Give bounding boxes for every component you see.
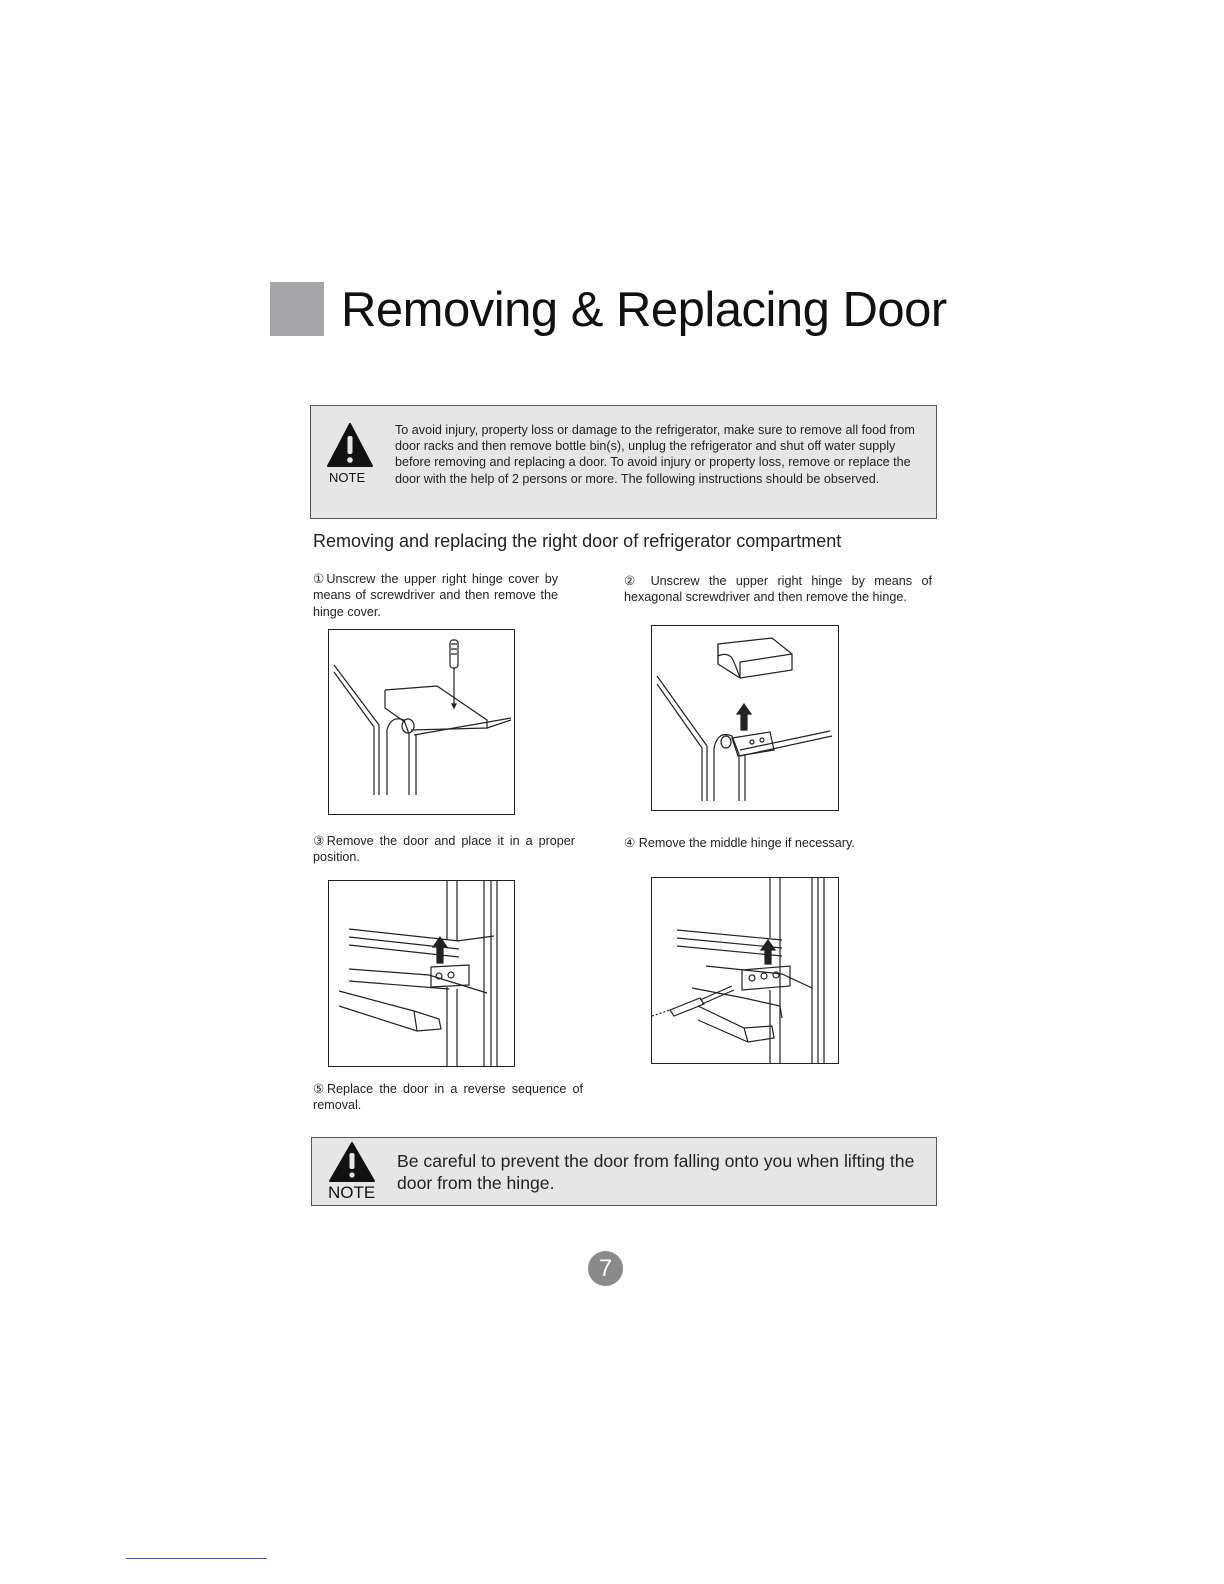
step-1-text: ①Unscrew the upper right hinge cover by means of screwdriver and then remove the hinge cover. <box>313 572 558 619</box>
step-1-illustration <box>328 629 515 815</box>
page-title: Removing & Replacing Door <box>341 283 947 337</box>
note-label: NOTE <box>329 470 366 485</box>
step-2-illustration <box>651 625 839 811</box>
step-2-text: ② Unscrew the upper right hinge by means of hexagonal screwdriver and then remove the hinge. <box>624 574 932 605</box>
warning-icon <box>326 421 374 469</box>
note-label: NOTE <box>328 1183 376 1202</box>
warning-icon <box>328 1141 376 1183</box>
note-text: To avoid injury, property loss or damage to the refrigerator, make sure to remove all food from door racks and then remove bottle bin(s), unplug the refrigerator and shut off water supply before removing and replacing a door. To avoid injury or property loss, remove or replace the door with the help of 2 persons or more. The following instructions should be observed. <box>395 423 915 486</box>
title-block-decoration <box>270 282 324 336</box>
page-number-badge: 7 <box>588 1251 623 1286</box>
note-box-top <box>310 405 937 519</box>
footer-rule <box>126 1558 267 1559</box>
step-3-text: ③Remove the door and place it in a proper position. <box>313 834 575 865</box>
section-heading: Removing and replacing the right door of refrigerator compartment <box>313 531 842 551</box>
note-text: Be careful to prevent the door from falling onto you when lifting the door from the hinge. <box>397 1151 915 1193</box>
step-4-text: ④ Remove the middle hinge if necessary. <box>624 836 855 850</box>
step-4-illustration <box>651 877 839 1064</box>
step-3-illustration <box>328 880 515 1067</box>
note-box-bottom <box>311 1137 937 1206</box>
step-5-text: ⑤Replace the door in a reverse sequence of removal. <box>313 1082 583 1113</box>
